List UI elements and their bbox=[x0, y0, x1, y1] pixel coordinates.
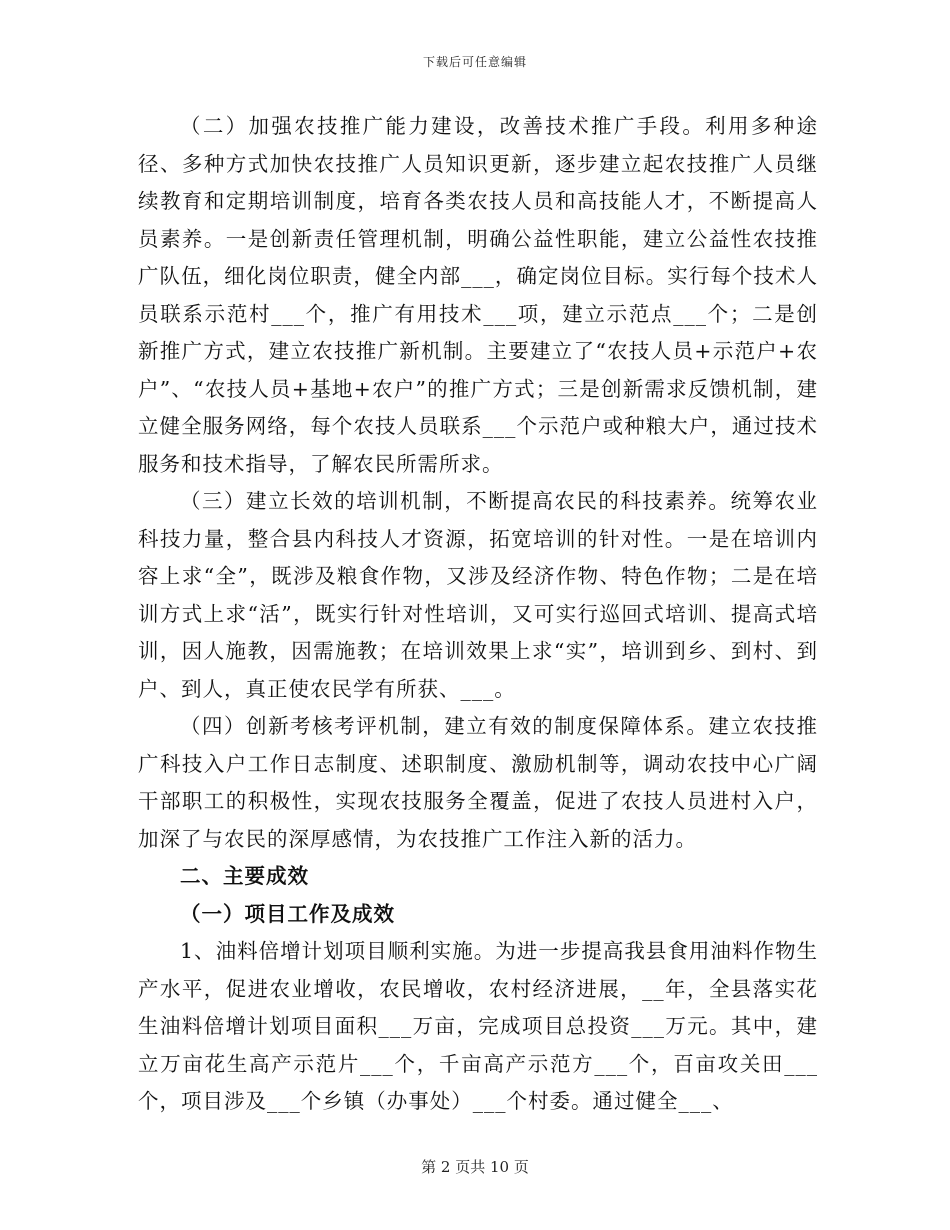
paragraph-training-mechanism: （三）建立长效的培训机制，不断提高农民的科技素养。统筹农业科技力量，整合县内科技人才资源，拓宽培训的针对性。一是在培训内容上求“全”，既涉及粮食作物，又涉及经济作物、特色作物；二是在培训方式上求“活”，既实行针对性培训，又可实行巡回式培训、提高式培训，因人施教，因需施教；在培训效果上求“实”，培训到乡、到村、到户、到人，真正使农民学有所获、___。 bbox=[138, 489, 818, 701]
paragraph-oil-crop-project: 1、油料倍增计划项目顺利实施。为进一步提高我县食用油料作物生产水平，促进农业增收，农民增收，农村经济进展，__年，全县落实花生油料倍增计划项目面积___万亩，完成项目总投资___万元。其中，建立万亩花生高产示范片___个，千亩高产示范方___个，百亩攻关田___个，项目涉及___个乡镇（办事处）___个村委。通过健全___、 bbox=[138, 939, 818, 1113]
section-heading-main-results: 二、主要成效 bbox=[180, 864, 309, 888]
document-body bbox=[138, 108, 818, 1121]
paragraph-capacity-building: （二）加强农技推广能力建设，改善技术推广手段。利用多种途径、多种方式加快农技推广人员知识更新，逐步建立起农技推广人员继续教育和定期培训制度，培育各类农技人员和高技能人才，不断提高人员素养。一是创新责任管理机制，明确公益性职能，建立公益性农技推广队伍，细化岗位职责，健全内部___，确定岗位目标。实行每个技术人员联系示范村___个，推广有用技术___项，建立示范点___个；二是创新推广方式，建立农技推广新机制。主要建立了“农技人员+示范户+农户”、“农技人员+基地+农户”的推广方式；三是创新需求反馈机制，建立健全服务网络，每个农技人员联系___个示范户或种粮大户，通过技术服务和技术指导，了解农民所需所求。 bbox=[138, 114, 818, 476]
subsection-heading-project-work: （一）项目工作及成效 bbox=[180, 901, 395, 926]
paragraph-assessment-mechanism: （四）创新考核考评机制，建立有效的制度保障体系。建立农技推广科技入户工作日志制度、述职制度、激励机制等，调动农技中心广阔干部职工的积极性，实现农技服务全覆盖，促进了农技人员进村入户，加深了与农民的深厚感情，为农技推广工作注入新的活力。 bbox=[138, 714, 818, 851]
page-number-footer: 第 2 页共 10 页 bbox=[421, 1158, 529, 1176]
page-header: 下载后可任意编辑 bbox=[422, 55, 527, 69]
